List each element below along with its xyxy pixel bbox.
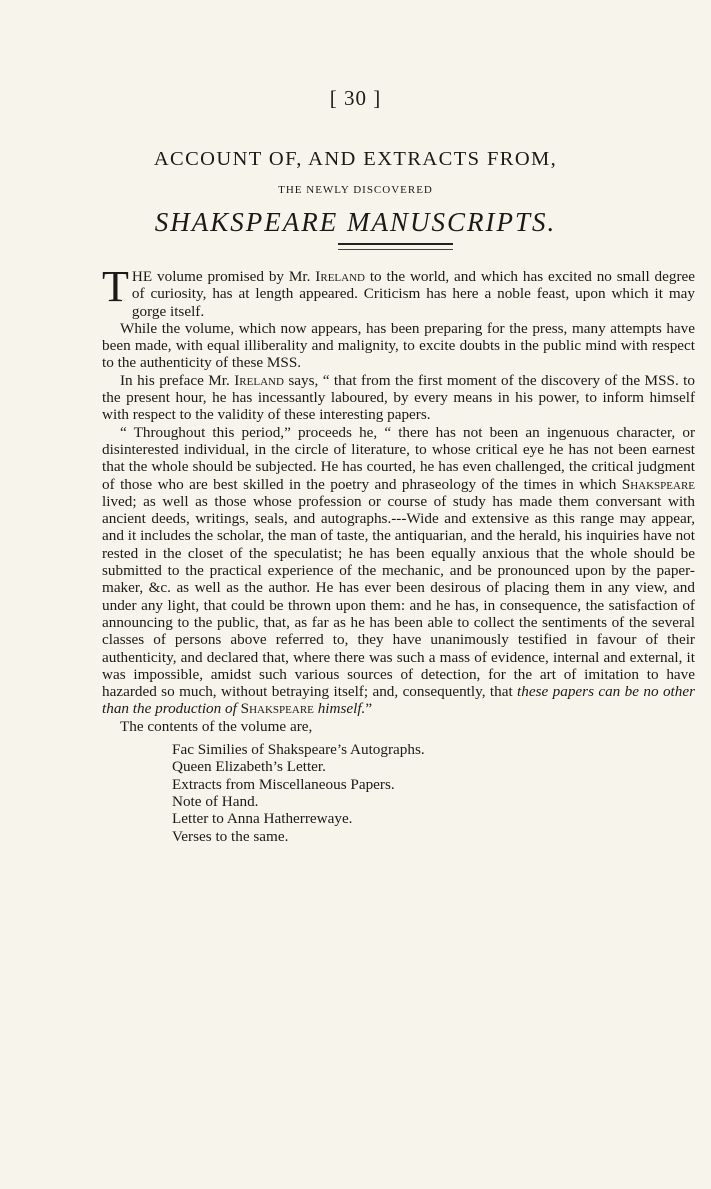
list-item: Fac Similies of Shakspeare’s Autographs. [172, 741, 425, 759]
heading-title: SHAKSPEARE MANUSCRIPTS. [154, 207, 557, 237]
heading-rule-thin [338, 249, 453, 250]
list-item: Letter to Anna Hatherrewaye. [172, 810, 353, 828]
article-body [102, 262, 696, 845]
paragraph-1: THE volume promised by Mr. Ireland to the world, and which has excited no small degree of curiosity, has at length appeared. Criticism has here a noble feast, upon which it may gorge itself. [102, 262, 696, 320]
name-ireland: Ireland [315, 268, 365, 285]
list-item: Note of Hand. [172, 792, 259, 810]
page-number: [ 30 ] [329, 86, 382, 110]
list-item: Verses to the same. [172, 827, 289, 845]
list-item: Extracts from Miscellaneous Papers. [172, 775, 395, 793]
contents-list [102, 741, 695, 845]
heading-line-2: THE NEWLY DISCOVERED [278, 184, 433, 196]
paragraph-5: The contents of the volume are, [120, 717, 313, 735]
heading-line-1: ACCOUNT OF, AND EXTRACTS FROM, [153, 148, 558, 170]
paragraph-4: “ Throughout this period,” proceeds he, “ there has not been an ingenuous character, or disinterested individual, in the circle of literature, to whose critical eye he has not been earnest that the whole should be subjected. He has courted, he has even challenged, the critical judgment of those who are best skilled in the poetry and phraseology of the times in which Shakspeare lived; as well as those whose profession or course of study has made them conversant with ancient deeds, writings, seals, and autographs.---Wide and extensive as this range may appear, and it includes the scholar, the man of taste, the antiquarian, and the herald, his inquiries have not rested in the closet of the speculatist; he has been equally anxious that the whole should be submitted to the practical experience of the mechanic, and be pronounced upon by the paper-maker, &c. as well as the author. He has ever been desirous of placing them in any view, and under any light, that could be thrown upon them: and he has, in consequence, the satisfaction of announcing to the public, that, as far as he has been able to collect the sentiments of the several classes of persons above referred to, they have unanimously testified in favour of their authenticity, and declared that, where there was such a mass of evidence, internal and external, it was impossible, amidst such various sources of detection, for the art of imitation to have hazarded so much, without betraying itself; and, consequently, that these papers can be no other than the production of Shakspeare himself.” [102, 423, 695, 718]
paragraph-3: In his preface Mr. Ireland says, “ that from the first moment of the discovery of the MSS. to the present hour, he has incessantly laboured, by every means in his power, to inform himself with respect to the validity of these interesting papers. [102, 371, 695, 424]
heading-rule [338, 243, 453, 245]
paragraph-2: While the volume, which now appears, has been preparing for the press, many attempts have been made, with equal illiberality and malignity, to excite doubts in the public mind with respect to the authenticity of these MSS. [102, 319, 695, 372]
drop-cap: T [102, 262, 129, 311]
name-shakspeare: Shakspeare [621, 475, 695, 493]
name-shakspeare: Shakspeare [240, 700, 314, 718]
list-item: Queen Elizabeth’s Letter. [172, 758, 326, 776]
name-ireland: Ireland [234, 371, 284, 389]
